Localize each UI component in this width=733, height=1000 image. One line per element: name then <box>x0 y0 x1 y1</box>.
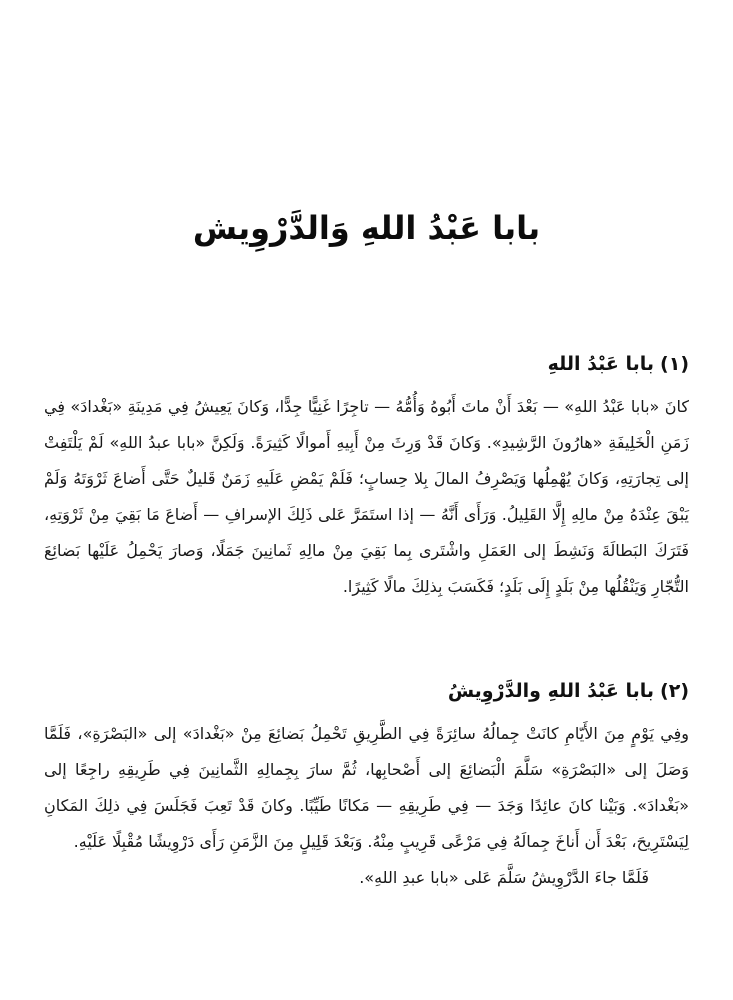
page-title: بابا عَبْدُ اللهِ وَالدَّرْوِيش <box>192 209 541 247</box>
paragraph: كانَ «بابا عَبْدُ اللهِ» — بَعْدَ أَنْ ماتَ أَبُوهُ وَأُمُّهُ — تاجِرًا غَنِيًّا جِدًّا، وَكانَ يَعِيشُ فِي مَدِينَةِ «بَغْدادَ» فِي زَمَنِ الْخَلِيفَةِ «هارُونَ الرَّشِيدِ». وَكانَ قَدْ وَرِثَ مِنْ أَبِيهِ أَموالًا كَثِيرَةً. وَلَكِنَّ «بابا عبدُ اللهِ» لَمْ يَلْتَفِتْ إلى تِجارَتِهِ، وَكانَ يُهْمِلُها وَيَصْرِفُ المالَ بِلا حِسابٍ؛ فَلَمْ يَمْضِ عَلَيهِ زَمَنٌ قَليلٌ حَتَّى أَضاعَ ثَرْوَتَهُ وَلَمْ يَبْقَ عِنْدَهُ مِنْ مالِهِ إِلَّا القَلِيلُ. وَرَأَى أَنَّهُ — إذا استَمَرَّ عَلى ذَلِكَ الإسرافِ — أَضاعَ مَا بَقِيَ مِنْ ثَرْوَتِهِ، فَتَرَكَ البَطالَةَ وَنَشِطَ إلى العَمَلِ واشْتَرى بِما بَقِيَ مِنْ مالِهِ ثَمانِينَ جَمَلًا، وَصارَ يَحْمِلُ عَلَيْها بَضائِعَ التُّجّارِ وَيَنْقُلُها مِنْ بَلَدٍ إِلَى بَلَدٍ؛ فَكَسَبَ بِذلِكَ مالًا كَثِيرًا. <box>44 397 689 596</box>
section-heading <box>44 346 689 382</box>
paragraph: وفِي يَوْمٍ مِنَ الأَيّامِ كانَتْ جِمالُهُ سائِرَةً فِي الطَّرِيقِ تَحْمِلُ بَضائِعَ مِنْ «بَغْدادَ» إلى «البَصْرَةِ»، فَلَمَّا وَصَلَ إلى «البَصْرَةِ» سَلَّمَ الْبَضائِعَ إلى أَصْحابِها، ثُمَّ سارَ بِجِمالِهِ الثَّمانِينَ فِي طَرِيقِهِ راجِعًا إلى «بَغْدادَ». وَبَيْنا كانَ عائِدًا وَجَدَ — فِي طَرِيقِهِ — مَكانًا طَيِّبًا. وكانَ قَدْ تَعِبَ فَجَلَسَ فِي ذلِكَ المَكانِ لِيَسْتَرِيحَ، بَعْدَ أَن أَناخَ جِمالَهُ فِي مَرْعًى قَرِيبٍ مِنْهُ. وَبَعْدَ قَلِيلٍ مِنَ الزَّمَنِ رَأَى دَرْوِيشًا مُقْبِلًا عَلَيْهِ. <box>44 724 689 851</box>
section-heading <box>44 673 689 709</box>
section-baba-abdullah-and-dervish <box>44 673 689 896</box>
section-title: بابا عَبْدُ اللهِ <box>547 353 655 375</box>
paragraph: فَلَمَّا جاءَ الدَّرْوِيشُ سَلَّمَ عَلى «بابا عبدِ اللهِ». <box>359 868 649 887</box>
section-number: (٢) <box>660 680 689 702</box>
section-baba-abdullah <box>44 346 689 605</box>
section-title: بابا عَبْدُ اللهِ والدَّرْوِيشُ <box>447 680 655 702</box>
section-number: (١) <box>660 353 689 375</box>
